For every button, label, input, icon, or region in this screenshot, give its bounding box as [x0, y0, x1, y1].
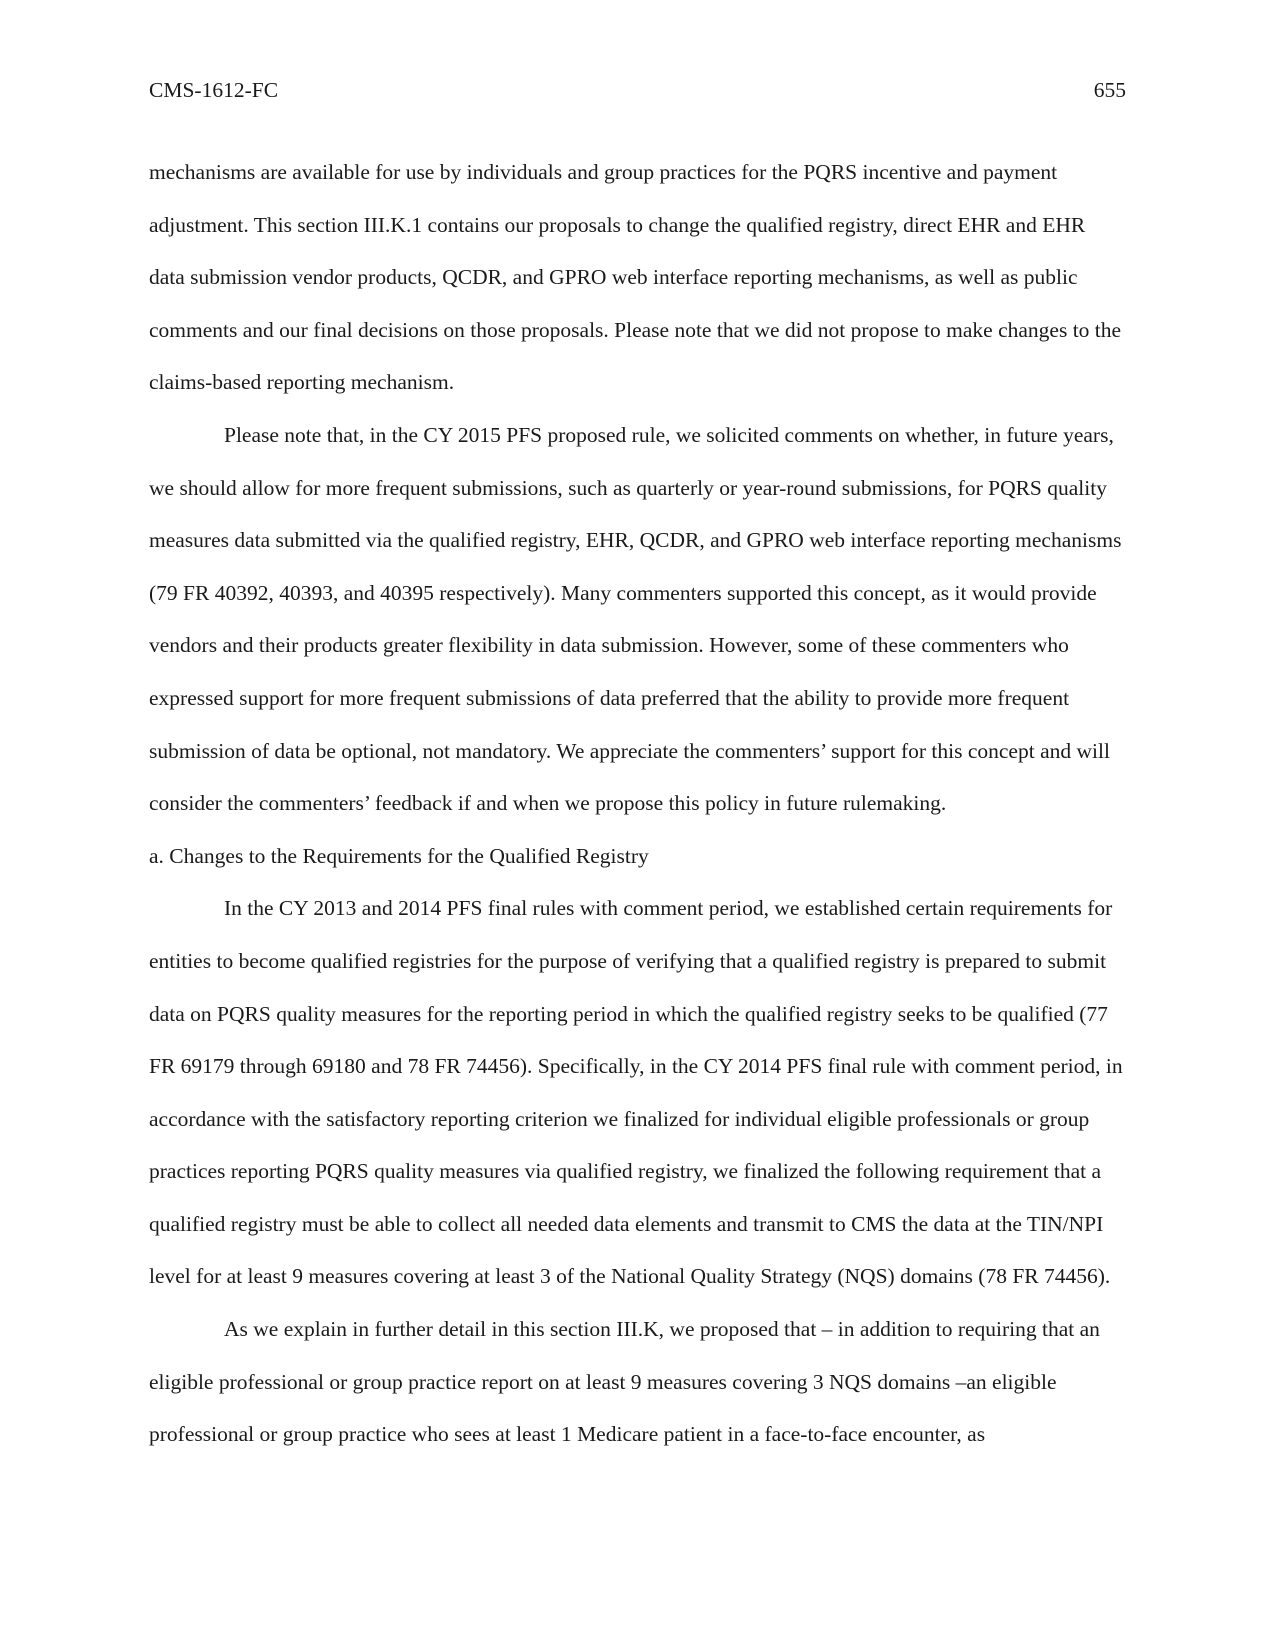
paragraph-registry-requirements: In the CY 2013 and 2014 PFS final rules with comment period, we established certain requirements for entities to become qualified registries for the purpose of verifying that a qualified registry is prepared to submit data on PQRS quality measures for the reporting period in which the qualified registry seeks to be qualified (77 FR 69179 through 69180 and 78 FR 74456). Specifically, in the CY 2014 PFS final rule with comment period, in accordance with the satisfactory reporting criterion we finalized for individual eligible professionals or group practices reporting PQRS quality measures via qualified registry, we finalized the following requirement that a qualified registry must be able to collect all needed data elements and transmit to CMS the data at the TIN/NPI level for at least 9 measures covering at least 3 of the National Quality Strategy (NQS) domains (78 FR 74456).: [149, 896, 1123, 1289]
document-id: CMS-1612-FC: [149, 78, 279, 102]
section-heading: a. Changes to the Requirements for the Qualified Registry: [149, 843, 649, 868]
paragraph-continuation: mechanisms are available for use by individuals and group practices for the PQRS incentive and payment adjustment. This section III.K.1 contains our proposals to change the qualified registry, direct EHR and EHR data submission vendor products, QCDR, and GPRO web interface reporting mechanisms, as well as public comments and our final decisions on those proposals. Please note that we did not propose to make changes to the claims-based reporting mechanism.: [149, 160, 1122, 395]
body-text: [149, 146, 1126, 1461]
paragraph-frequent-submissions: Please note that, in the CY 2015 PFS proposed rule, we solicited comments on whether, in future years, we should allow for more frequent submissions, such as quarterly or year-round submissions, for PQRS quality measures data submitted via the qualified registry, EHR, QCDR, and GPRO web interface reporting mechanisms (79 FR 40392, 40393, and 40395 respectively). Many commenters supported this concept, as it would provide vendors and their products greater flexibility in data submission. However, some of these commenters who expressed support for more frequent submissions of data preferred that the ability to provide more frequent submission of data be optional, not mandatory. We appreciate the commenters’ support for this concept and will consider the commenters’ feedback if and when we propose this policy in future rulemaking.: [149, 422, 1122, 816]
paragraph-proposal: As we explain in further detail in this section III.K, we proposed that – in addition to requiring that an eligible professional or group practice report on at least 9 measures covering 3 NQS domains –an eligible professional or group practice who sees at least 1 Medicare patient in a face-to-face encounter, as: [149, 1317, 1100, 1447]
page-number: 655: [1093, 78, 1126, 102]
page-header: [149, 74, 1126, 106]
